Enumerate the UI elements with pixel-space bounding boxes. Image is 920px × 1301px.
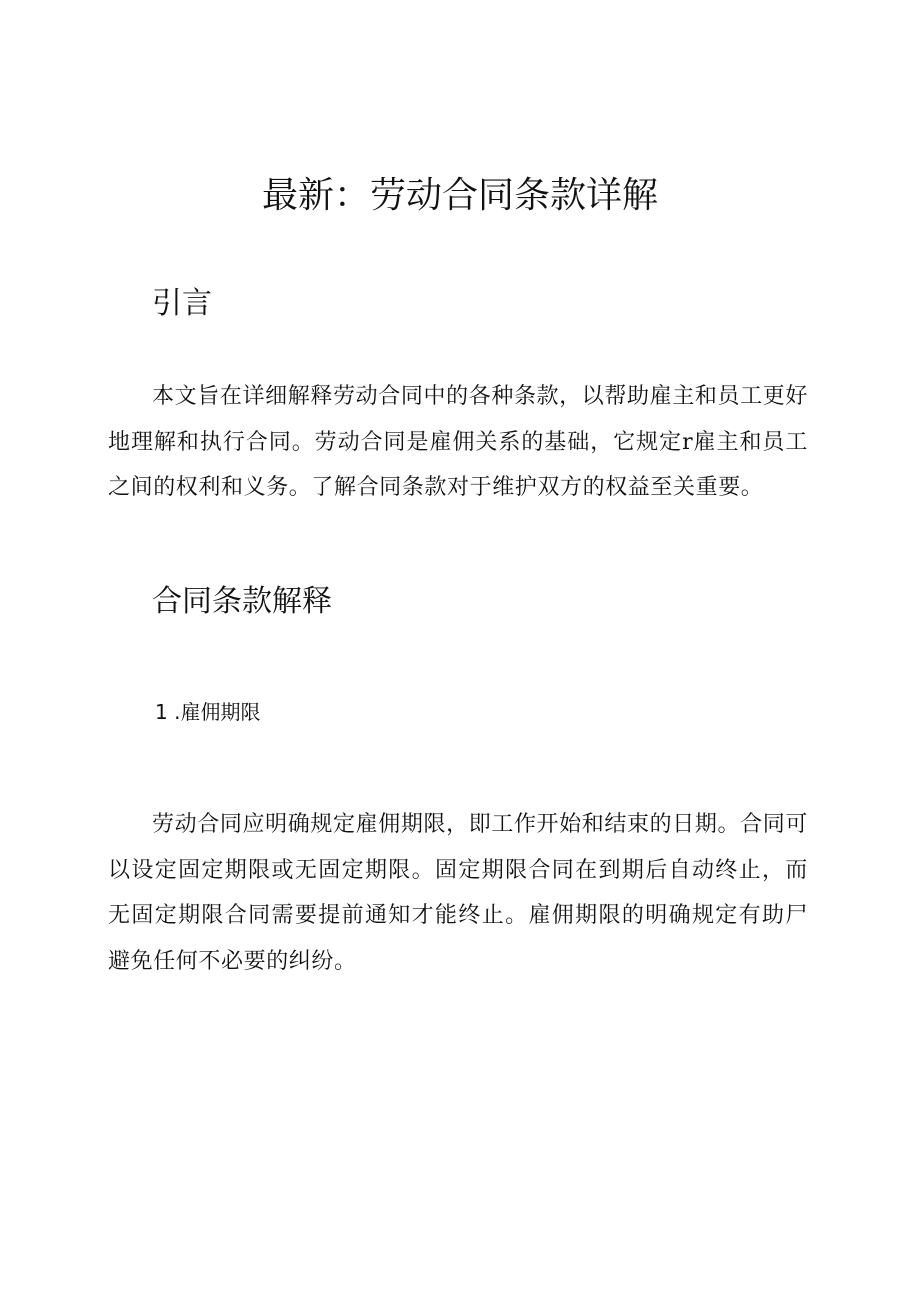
employment-term-paragraph: 劳动合同应明确规定雇佣期限，即工作开始和结束的日期。合同可以设定固定期限或无固定期限。固定期限合同在到期后自动终止，而无固定期限合同需要提前通知才能终止。雇佣期限的明确规定有助尸避免任何不必要的纠纷。: [108, 812, 808, 974]
section-heading-contract-terms: 合同条款解释: [152, 584, 332, 619]
document-title: 最新：劳动合同条款详解: [261, 175, 658, 216]
introduction-paragraph: 本文旨在详细解释劳动合同中的各种条款，以帮助雇主和员工更好地理解和执行合同。劳动合同是雇佣关系的基础，它规定r雇主和员工之间的权利和义务。了解合同条款对于维护双方的权益至关重要。: [108, 384, 808, 500]
section-heading-introduction: 引言: [152, 286, 212, 321]
subheading-employment-term: 1 .雇佣期限: [155, 700, 261, 724]
